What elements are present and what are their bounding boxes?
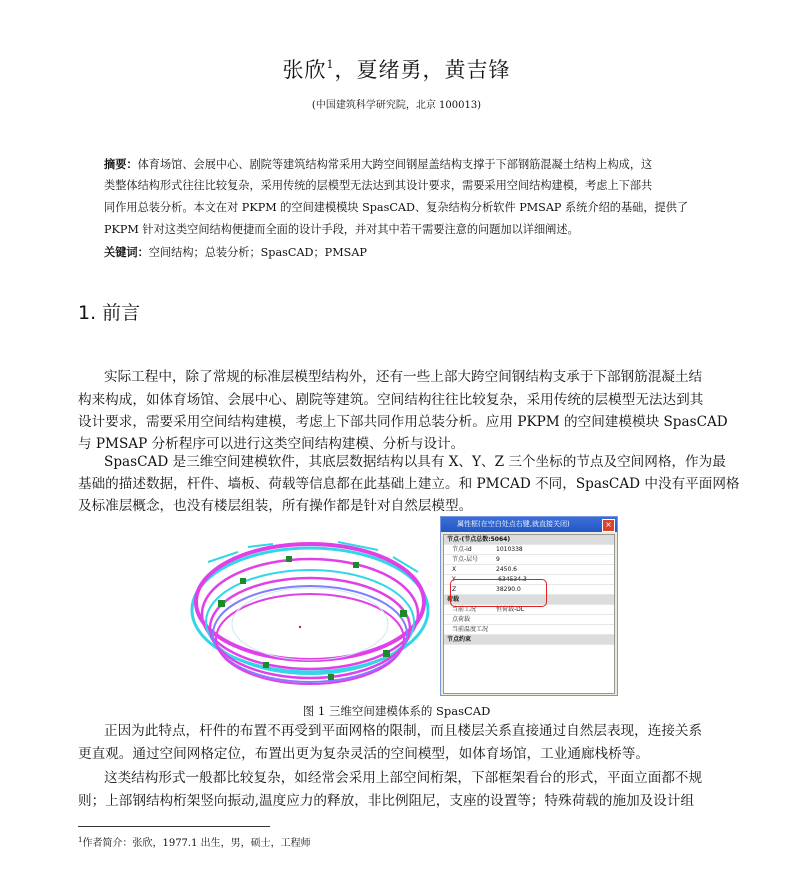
property-value: 1010338 bbox=[496, 546, 523, 553]
paragraph-2-line-1: SpasCAD 是三维空间建模软件，其底层数据结构以具有 X、Y、Z 三个坐标的节点及空间网格，作为最 bbox=[104, 454, 726, 470]
property-value: -634534.3 bbox=[496, 576, 527, 583]
property-value: 2450.6 bbox=[496, 566, 517, 573]
property-key: Y bbox=[452, 576, 456, 583]
property-row[interactable] bbox=[444, 635, 614, 645]
affiliation: (中国建筑科学研究院，北京 100013) bbox=[311, 100, 482, 111]
property-panel-title: 属性框(在空白处点右键,就直接关闭) bbox=[457, 520, 570, 528]
property-key: 当前工况 bbox=[452, 606, 477, 613]
property-key: 节点约束 bbox=[447, 636, 472, 643]
property-row[interactable] bbox=[444, 625, 614, 635]
property-value: 9 bbox=[496, 556, 500, 563]
abstract-line-4: PKPM 针对这类空间结构便捷而全面的设计手段，并对其中若干需要注意的问题加以详细阐述。 bbox=[104, 223, 579, 236]
section-heading-introduction: 1. 前言 bbox=[78, 302, 141, 324]
author-footnote-mark: 1 bbox=[326, 58, 335, 71]
paragraph-4-line-1: 这类结构形式一般都比较复杂，如经常会采用上部空间桁架，下部框架看台的形式，平面立面都不规 bbox=[104, 770, 703, 786]
paragraph-1-line-4: 与 PMSAP 分析程序可以进行这类空间结构建模、分析与设计。 bbox=[78, 436, 465, 452]
property-grid bbox=[443, 534, 615, 694]
abstract-line-3: 同作用总装分析。本文在对 PKPM 的空间建模模块 SpasCAD、复杂结构分析软件 PMSAP 系统介绍的基础，提供了 bbox=[104, 201, 689, 214]
coordinate-highlight-box bbox=[450, 579, 547, 607]
footnote-mark: 1 bbox=[78, 836, 83, 844]
property-key: Z bbox=[452, 586, 457, 593]
footnote-text: 作者简介：张欣，1977.1 出生，男，硕士，工程师 bbox=[82, 838, 311, 849]
author-footnote bbox=[78, 834, 311, 849]
paragraph-1-line-3: 设计要求，需要采用空间结构建模，考虑上下部共同作用总装分析。应用 PKPM 的空间建模模块 SpasCAD bbox=[78, 414, 728, 430]
keywords-text: 空间结构；总装分析；SpasCAD；PMSAP bbox=[148, 246, 367, 259]
property-key: 节点-id bbox=[452, 546, 472, 553]
figure-caption: 图 1 三维空间建模体系的 SpasCAD bbox=[302, 704, 491, 718]
abstract-line-2: 类整体结构形式往往比较复杂，采用传统的层模型无法达到其设计要求，需要采用空间结构建模，考虑上下部共 bbox=[104, 179, 653, 192]
property-value: 38290.0 bbox=[496, 586, 521, 593]
property-key: X bbox=[452, 566, 457, 573]
property-row[interactable] bbox=[444, 555, 614, 565]
abstract-text-1: 体育场馆、会展中心、剧院等建筑结构常采用大跨空间钢屋盖结构支撑于下部钢筋混凝土结构上构成，这 bbox=[137, 158, 653, 171]
property-key: 当前温度工况 bbox=[452, 626, 489, 633]
paragraph-4-line-2: 则；上部钢结构桁架竖向振动,温度应力的释放，非比例阻尼，支座的设置等；特殊荷载的施加及设计组 bbox=[78, 793, 695, 809]
property-panel-window bbox=[440, 516, 618, 696]
author-rest: ，夏绪勇，黄吉锋 bbox=[334, 58, 511, 82]
abstract-line-1 bbox=[104, 153, 694, 176]
property-row[interactable] bbox=[444, 535, 614, 545]
author-list bbox=[0, 54, 793, 84]
paragraph-1-line-2: 构来构成，如体育场馆、会展中心、剧院等建筑。空间结构往往比较复杂，采用传统的层模型无法达到其 bbox=[78, 392, 704, 408]
keywords bbox=[104, 241, 694, 264]
property-row[interactable] bbox=[444, 545, 614, 555]
property-value: 恒荷载-DL bbox=[496, 606, 525, 613]
property-key: 点荷载 bbox=[452, 616, 471, 623]
abstract-label: 摘要： bbox=[104, 157, 138, 171]
paragraph-2-line-2: 基础的描述数据，杆件、墙板、荷载等信息都在此基础上建立。和 PMCAD 不同，SpasCAD 中没有平面网格 bbox=[78, 476, 740, 492]
stadium-model-image bbox=[178, 532, 438, 697]
close-icon[interactable]: × bbox=[602, 519, 615, 532]
author-first: 张欣 bbox=[282, 58, 327, 82]
footnote-divider bbox=[78, 826, 270, 827]
property-key: 节点-层号 bbox=[452, 556, 479, 563]
paragraph-2-line-3: 及标准层概念，也没有楼层组装，所有操作都是针对自然层模型。 bbox=[78, 498, 473, 514]
paragraph-1-line-1: 实际工程中，除了常规的标准层模型结构外，还有一些上部大跨空间钢结构支承于下部钢筋混凝土结 bbox=[104, 369, 703, 385]
property-panel-titlebar bbox=[441, 517, 617, 532]
paragraph-3-line-2: 更直观。通过空间网格定位，布置出更为复杂灵活的空间模型，如体育场馆，工业通廊栈桥等。 bbox=[78, 746, 649, 762]
property-row[interactable] bbox=[444, 615, 614, 625]
property-key: 荷载 bbox=[447, 596, 460, 603]
property-key: 节点-(节点总数:5064) bbox=[447, 536, 511, 543]
property-row[interactable] bbox=[444, 565, 614, 575]
paragraph-3-line-1: 正因为此特点，杆件的布置不再受到平面网格的限制，而且楼层关系直接通过自然层表现，连接关系 bbox=[104, 723, 703, 739]
keywords-label: 关键词： bbox=[104, 245, 149, 259]
